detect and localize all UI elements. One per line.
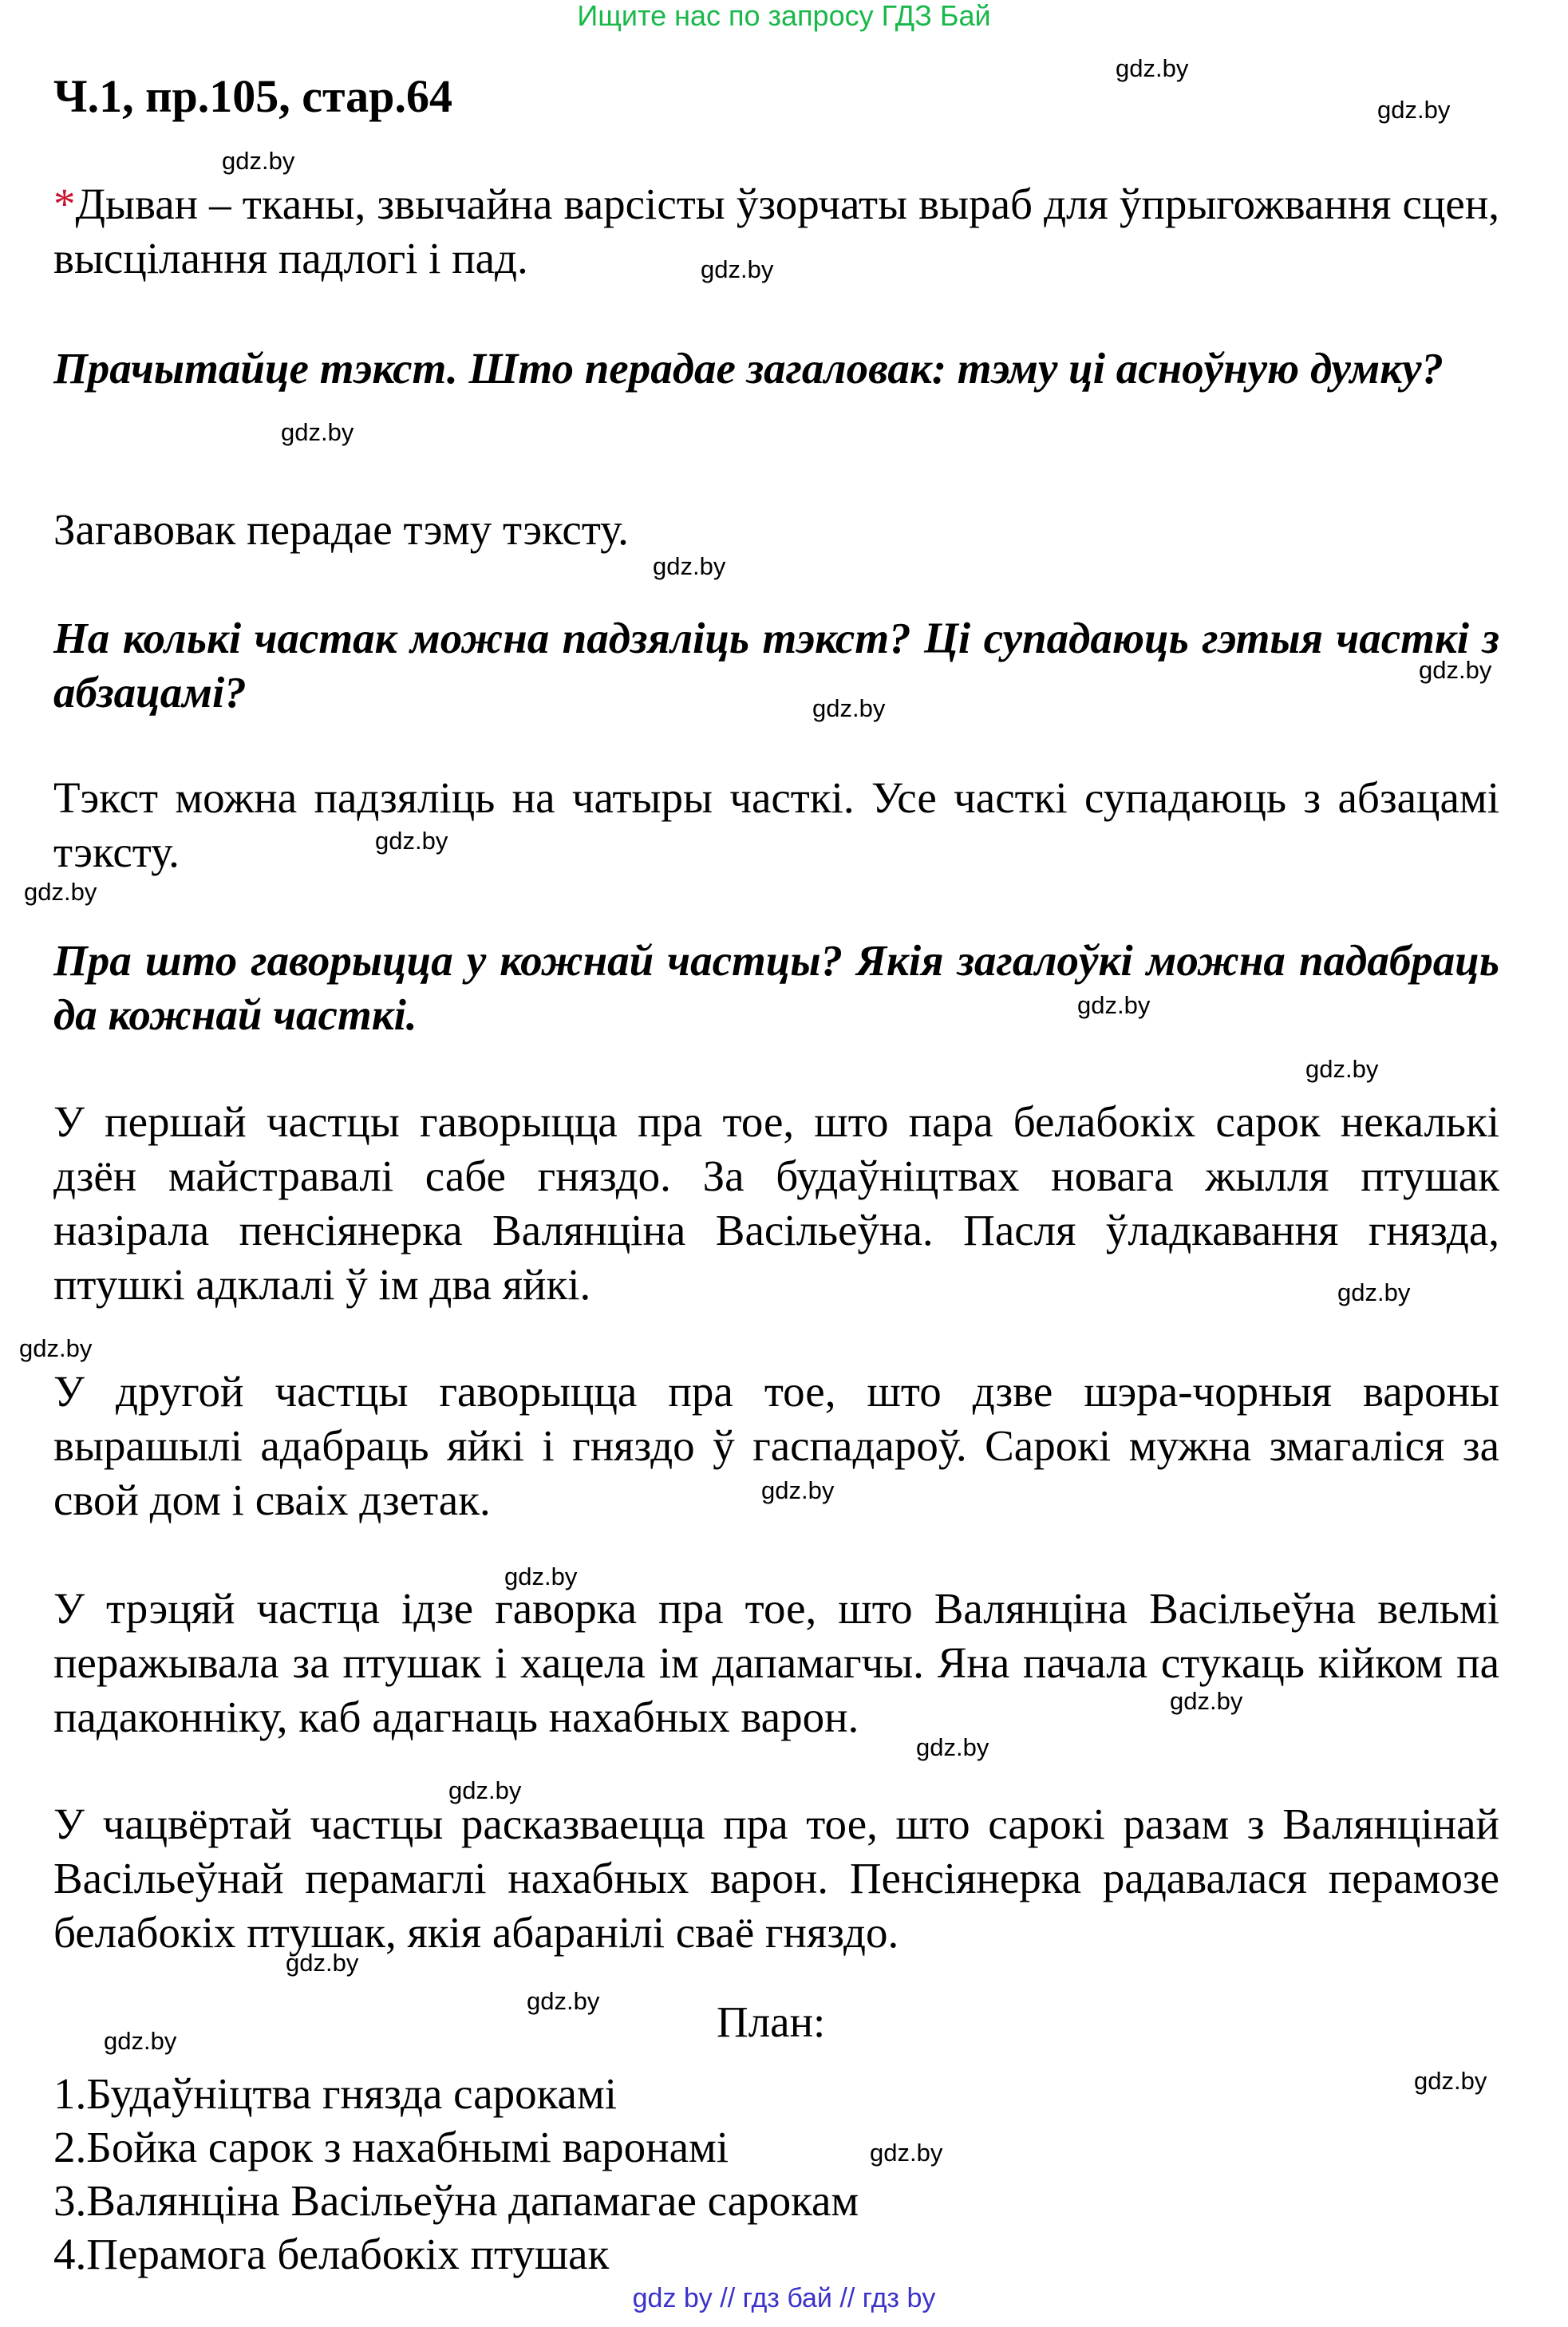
question-2: На колькі частак можна падзяліць тэкст? Ці супадаюць гэтыя часткі з абзацамі? (53, 614, 1499, 717)
watermark: gdz.by (527, 1987, 600, 2015)
watermark: gdz.by (701, 255, 774, 283)
footnote (53, 177, 1499, 286)
watermark: gdz.by (1419, 656, 1492, 684)
watermark: gdz.by (1170, 1687, 1243, 1715)
watermark: gdz.by (222, 147, 295, 175)
watermark: gdz.by (1377, 96, 1451, 124)
plan-title: План: (717, 1997, 826, 2046)
watermark: gdz.by (812, 694, 886, 722)
watermark: gdz.by (1337, 1278, 1411, 1306)
watermark: gdz.by (1305, 1055, 1379, 1083)
watermark: gdz.by (448, 1776, 522, 1804)
answer-part-2: У другой частцы гаворыцца пра тое, што дзве шэра-чорныя вароны вырашылі адабраць яйкі і гняздо ў гаспадароў. Сарокі мужна змагаліся за свой дом і сваіх дзетак. (53, 1367, 1499, 1524)
plan-item: 2.Бойка сарок з нахабнымі варонамі (53, 2123, 729, 2171)
top-banner[interactable]: Ищите нас по запросу ГДЗ Бай (577, 0, 991, 32)
watermark: gdz.by (1414, 2067, 1487, 2095)
watermark: gdz.by (1077, 991, 1151, 1019)
answer-part-1: У першай частцы гаворыцца пра тое, што пара белабокіх сарок некалькі дзён майстравалі сабе гняздо. За будаўніцтвах новага жылля птушак назірала пенсіянерка Валянціна Васільеўна. Пасля ўладкавання гнязда, птушкі адклалі ў ім два яйкі. (53, 1097, 1499, 1309)
answer-part-4: У чацвёртай частцы расказваецца пра тое, што сарокі разам з Валянцінай Васільеўнай перамаглі нахабных варон. Пенсіянерка радавалася перамозе белабокіх птушак, якія абаранілі сваё гняздо. (53, 1800, 1499, 1957)
question-1: Прачытайце тэкст. Што перадае загаловак: тэму ці асноўную думку? (53, 344, 1444, 393)
watermark: gdz.by (24, 878, 97, 906)
question-3: Пра што гаворыцца у кожнай частцы? Якія загалоўкі можна падабраць да кожнай часткі. (53, 936, 1499, 1039)
watermark: gdz.by (1116, 54, 1189, 82)
watermark: gdz.by (375, 827, 448, 855)
watermark: gdz.by (281, 418, 354, 446)
watermark: gdz.by (504, 1563, 578, 1590)
watermark: gdz.by (761, 1476, 835, 1504)
watermark: gdz.by (870, 2139, 943, 2167)
page-heading: Ч.1, пр.105, стар.64 (53, 70, 452, 122)
plan-item: 3.Валянціна Васільеўна дапамагае сарокам (53, 2176, 859, 2225)
watermark: gdz.by (19, 1334, 93, 1362)
bottom-banner[interactable]: gdz by // гдз бай // гдз by (632, 2283, 936, 2313)
plan-item: 1.Будаўніцтва гнязда сарокамі (53, 2069, 618, 2118)
watermark: gdz.by (286, 1949, 359, 1977)
footnote-text: Дыван – тканы, звычайна варсісты ўзорчаты выраб для ўпрыгожвання сцен, высцілання падлогі і пад. (53, 180, 1499, 282)
answer-2: Тэкст можна падзяліць на чатыры часткі. Усе часткі супадаюць з абзацамі тэксту. (53, 773, 1499, 876)
watermark: gdz.by (653, 552, 726, 580)
watermark: gdz.by (104, 2027, 177, 2055)
watermark: gdz.by (916, 1733, 989, 1761)
plan-item: 4.Перамога белабокіх птушак (53, 2230, 610, 2278)
answer-part-3: У трэцяй частца ідзе гаворка пра тое, што Валянціна Васільеўна вельмі перажывала за птушак і хацела ім дапамагчы. Яна пачала стукаць кійком па падаконніку, каб адагнаць нахабных варон. (53, 1584, 1499, 1741)
footnote-marker: * (53, 180, 76, 228)
answer-1: Загавовак перадае тэму тэксту. (53, 505, 629, 554)
